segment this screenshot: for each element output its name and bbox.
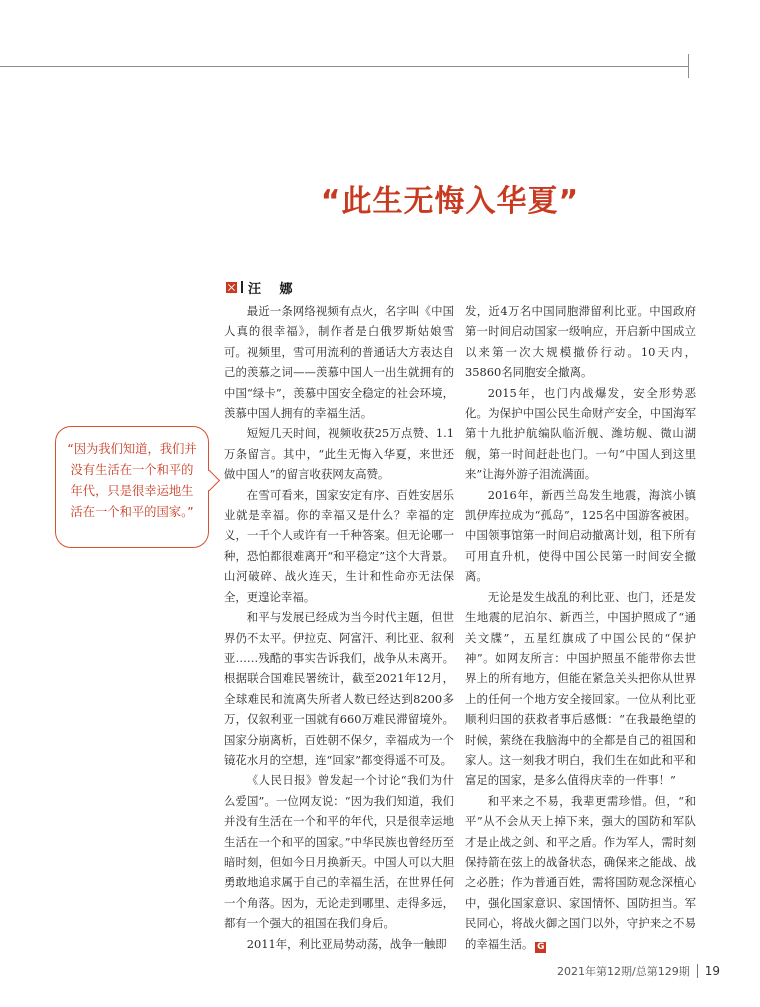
paragraph: 2016年，新西兰岛发生地震，海滨小镇凯伊库拉成为“孤岛”，125名中国游客被困。中国领事馆第一时间启动撤离计划，租下所有可用直升机，使得中国公民第一时间安全撤离。 <box>465 487 696 584</box>
byline-divider <box>241 281 243 293</box>
paragraph: 2011年，利比亚局势动荡，战争一触即 <box>246 936 447 951</box>
header-rule <box>0 66 688 67</box>
paragraph: 《人民日报》曾发起一个讨论“我们为什么爱国”。一位网友说：“因为我们知道，我们并没有生活在一个和平的年代，只是很幸运地生活在一个和平的国家。”中华民族也曾经历至暗时刻，但如今日月换新天。中国人可以大胆勇敢地追求属于自己的幸福生活，在世界任何一个角落。因为，无论走到哪里、走得多远，都有一个强大的祖国在我们身后。 <box>224 773 454 931</box>
article-title: “此生无悔入华夏” <box>320 184 580 219</box>
issue-info: 2021年第12期/总第129期 <box>557 965 690 978</box>
footer-divider <box>697 964 698 978</box>
paragraph: 最近一条网络视频有点火，名字叫《中国人真的很幸福》，制作者是白俄罗斯姑娘雪可。视频里，雪可用流利的普通话大方表达自己的羡慕之词——羡慕中国人一出生就拥有的中国“绿卡”，羡慕中国安全稳定的社会环境，羡慕中国人拥有的幸福生活。 <box>224 304 454 421</box>
byline-cross-icon <box>226 282 237 293</box>
paragraph: 发，近4万名中国同胞滞留利比亚。中国政府第一时间启动国家一级响应，开启新中国成立以来第一次大规模撤侨行动。10天内，35860名同胞安全撤离。 <box>465 304 696 380</box>
paragraph-text: 和平来之不易，我辈更需珍惜。但，“和平”从不会从天上掉下来，强大的国防和军队才是止战之剑、和平之盾。作为军人，需时刻保持箭在弦上的战备状态，确保来之能战、战之必胜；作为普通百姓，需将国防观念深植心中，强化国家意识、家国情怀、国防担当。军民同心，将战火御之国门以外，守护来之不易的幸福生活。 <box>465 793 696 951</box>
author-name: 汪 娜 <box>248 281 300 297</box>
article-column-left <box>224 301 454 954</box>
paragraph: 2015年，也门内战爆发，安全形势恶化。为保护中国公民生命财产安全，中国海军第十九批护航编队临沂舰、潍坊舰、微山湖舰，第一时间赶赴也门。一句“中国人到这里来”让海外游子泪流满面。 <box>465 385 696 482</box>
pull-quote-text: “因为我们知道，我们并没有生活在一个和平的年代，只是很幸运地生活在一个和平的国家。” <box>67 442 197 519</box>
paragraph: 无论是发生战乱的利比亚、也门，还是发生地震的尼泊尔、新西兰，中国护照成了“通关文牒”，五星红旗成了中国公民的“保护神”。如网友所言：中国护照虽不能带你去世界上的所有地方，但能在紧急关头把你从世界上的任何一个地方安全接回家。一位从利比亚顺利归国的获救者事后感慨：“在我最绝望的时候，萦绕在我脑海中的全都是自己的祖国和家人。这一刻我才明白，我们生在如此和平和富足的国家，是多么值得庆幸的一件事！” <box>465 589 696 788</box>
page-number: 19 <box>704 964 720 978</box>
header-rule-end <box>688 54 689 78</box>
byline <box>226 279 300 295</box>
end-mark-icon: G <box>537 941 545 952</box>
paragraph-last <box>465 791 696 954</box>
article-column-right <box>465 301 696 954</box>
pull-quote <box>55 426 209 548</box>
page-footer <box>557 963 720 979</box>
paragraph: 短短几天时间，视频收获25万点赞、1.1万条留言。其中，“此生无悔入华夏，来世还做中国人”的留言收获网友高赞。 <box>224 426 454 482</box>
paragraph: 和平与发展已经成为当今时代主题，但世界仍不太平。伊拉克、阿富汗、利比亚、叙利亚……残酷的事实告诉我们，战争从未离开。根据联合国难民署统计，截至2021年12月，全球难民和流离失所者人数已经达到8200多万，仅叙利亚一国就有660万难民滞留境外。国家分崩离析，百姓朝不保夕，幸福成为一个镜花水月的空想，连“回家”都变得遥不可及。 <box>224 610 454 767</box>
paragraph: 在雪可看来，国家安定有序、百姓安居乐业就是幸福。你的幸福又是什么？幸福的定义，一千个人或许有一千种答案。但无论哪一种，恐怕都很难离开“和平稳定”这个大背景。山河破碎、战火连天，生计和性命亦无法保全，更遑论幸福。 <box>224 487 454 604</box>
pull-quote-tail <box>199 470 220 491</box>
